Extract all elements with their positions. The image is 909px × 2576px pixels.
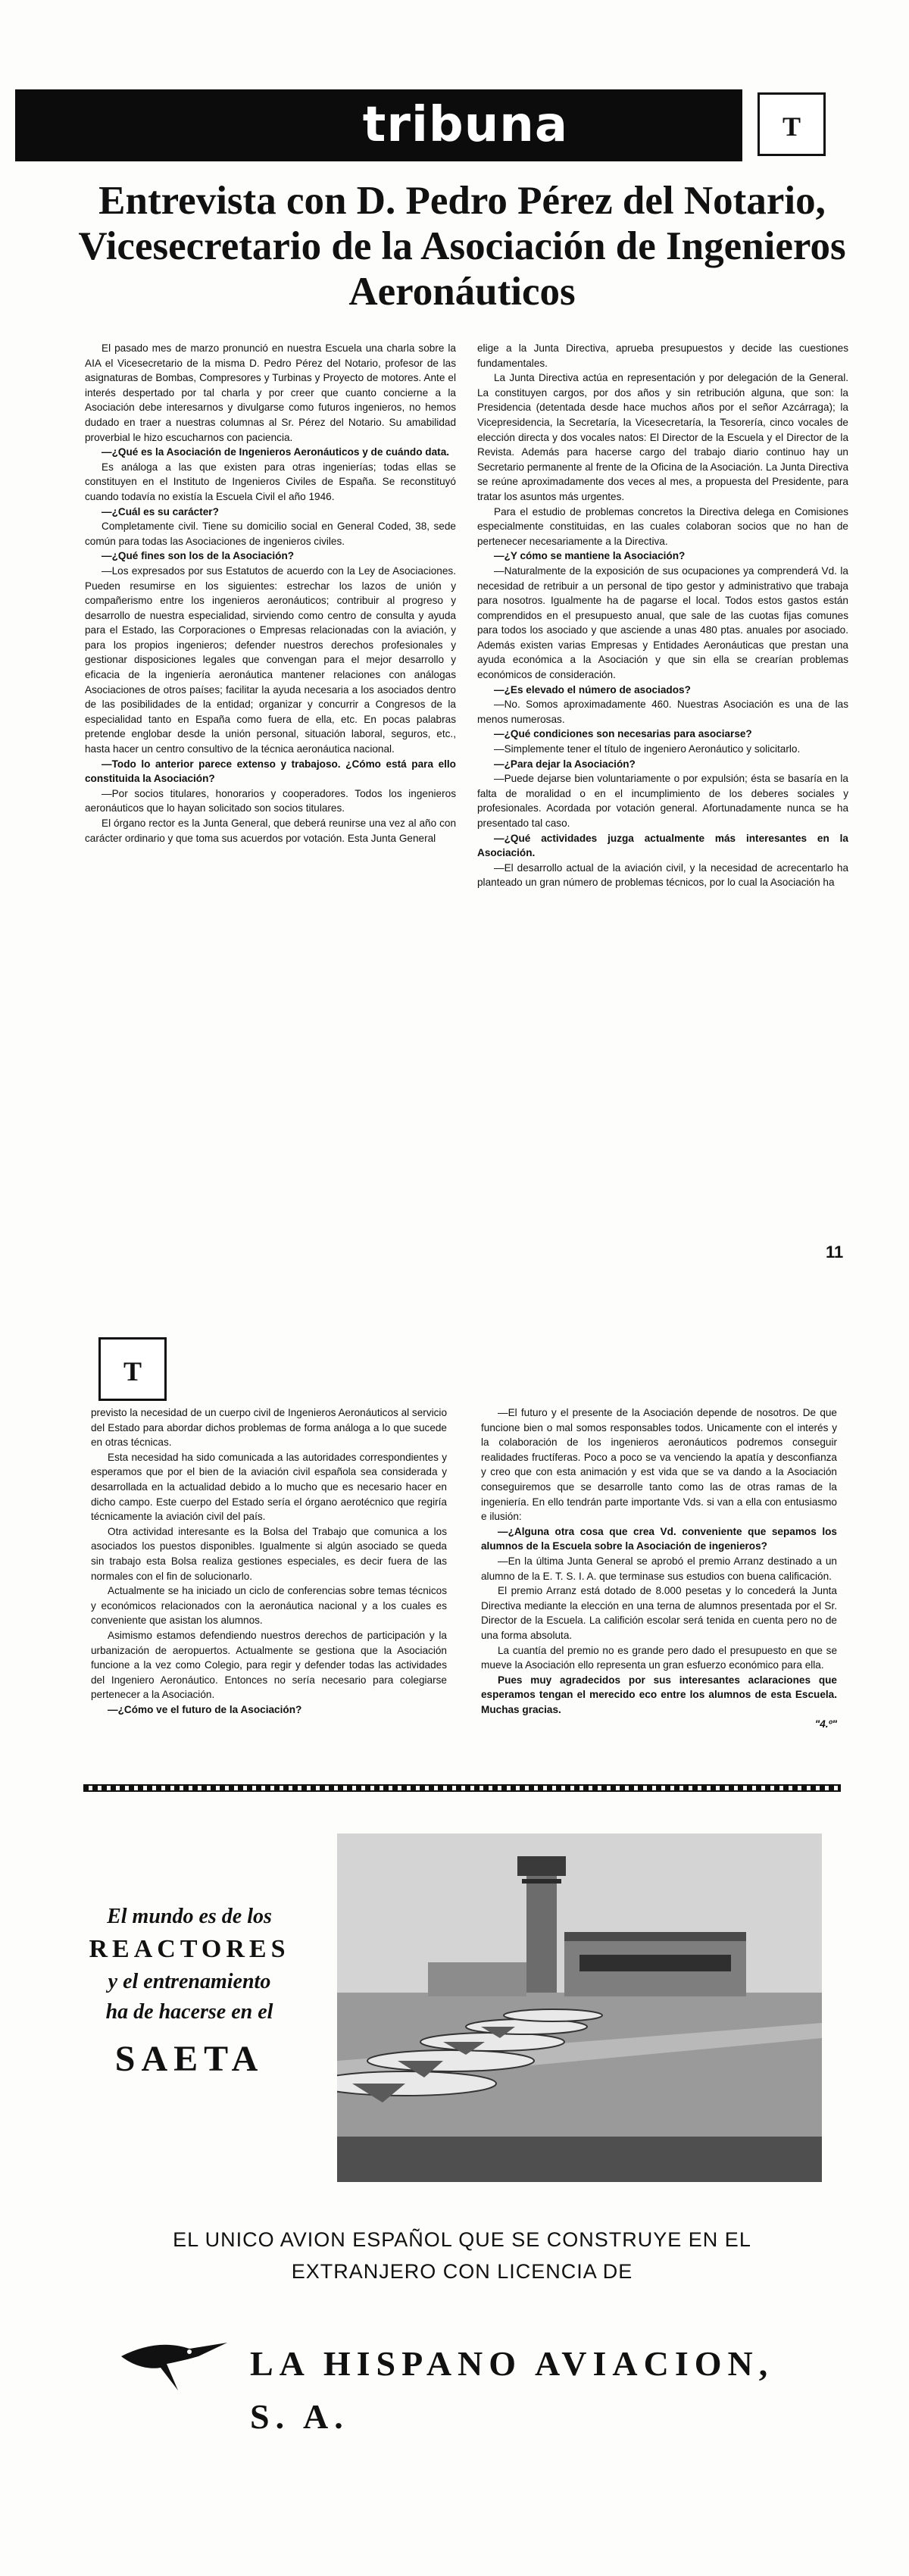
interview-paragraph: —Por socios titulares, honorarios y cooperadores. Todos los ingenieros aeronáuticos que lo hayan solicitado son socios titulares. <box>85 787 456 814</box>
ad-tagline-line-1: EL UNICO AVION ESPAÑOL QUE SE CONSTRUYE EN EL <box>173 2228 751 2251</box>
interview-paragraph: elige a la Junta Directiva, aprueba presupuestos y decide las cuestiones fundamentales. <box>477 342 848 369</box>
interview-paragraph: —El desarrollo actual de la aviación civil, y la necesidad de acrecentarlo ha planteado un gran número de problemas técnicos, por lo cual la Asociación ha <box>477 861 848 889</box>
interview-question: —¿Cómo ve el futuro de la Asociación? <box>108 1703 302 1715</box>
section-letter-box-2: T <box>98 1337 167 1401</box>
article-column-4 <box>481 1405 837 1732</box>
bird-emblem-icon <box>114 2326 235 2402</box>
article-column-3 <box>91 1405 447 1717</box>
article-column-1 <box>85 341 456 846</box>
interview-paragraph: La Junta Directiva actúa en representación y por delegación de la General. La constituyen cargos, por dos años y sin retribución alguna, que son: la Presidencia (detentada desde hace muchos años por el señor Azcárraga); la Vicepresidencia, la Secretaría, la Vicesecretaría, la Tesorería, cinco vocales de elección directa y dos vocales natos: El Director de la Escuela y el Director de la Revista. Además para hacerse cargo del trabajo diario continuo hay un Secretario permanente al frente de la Oficina de la Asociación. La Junta Directiva se reúne aproximadamente dos veces al mes, a propuesta del Presidente, para tratar los asuntos más urgentes. <box>477 372 848 502</box>
ad-tagline-line-2: EXTRANJERO CON LICENCIA DE <box>291 2260 633 2283</box>
interview-question: —¿Alguna otra cosa que crea Vd. conveniente que sepamos los alumnos de la Escuela sobre la Asociación de ingenieros? <box>481 1525 837 1552</box>
company-logo <box>114 2326 235 2402</box>
author-signature: "4.º" <box>814 1718 837 1730</box>
interview-paragraph: —El futuro y el presente de la Asociación depende de nosotros. De que funcione bien o mal somos responsables todos. Unicamente con el interés y la colaboración de los ingenieros aeronáuticos podremos conseguir realidades fructíferas. Poco a poco se va venciendo la apatía y desconfianza y creo que con esta animación y est vida que se va dando a la Asociación conseguiremos que se desarrolle tanto como las de otras ramas de la ingeniería. En ello tendrán parte importante Vds. si van a ella con entusiasmo e ilusión: <box>481 1407 837 1523</box>
interview-paragraph: Para el estudio de problemas concretos la Directiva delega en Comisiones especialmente constituidas, en las cuales colaboran socios que no han de pertenecer necesariamente a la Directiva. <box>477 505 848 547</box>
interview-paragraph: Esta necesidad ha sido comunicada a las autoridades correspondientes y esperamos que por el bien de la aviación civil española sea considerada y desarrollada en la actualidad debido a lo mucho que es necesario hacer en dicho campo. Este cuerpo del Estado sería el órgano aerotécnico que regiría técnicamente la aviación civil del país. <box>91 1451 447 1523</box>
article-column-2 <box>477 341 848 890</box>
interview-question: —¿Qué actividades juzga actualmente más interesantes en la Asociación. <box>477 832 848 859</box>
company-name: LA HISPANO AVIACION, S. A. <box>250 2344 774 2436</box>
interview-question: —¿Es elevado el número de asociados? <box>494 683 691 696</box>
interview-question: —¿Qué fines son los de la Asociación? <box>102 550 295 562</box>
interview-paragraph: —Simplemente tener el título de ingeniero Aeronáutico y solicitarlo. <box>494 743 801 755</box>
interview-paragraph: —No. Somos aproximadamente 460. Nuestras Asociación es una de las menos numerosas. <box>477 699 848 725</box>
ad-slogan <box>61 1902 318 2085</box>
interview-paragraph: —Naturalmente de la exposición de sus ocupaciones ya comprenderá Vd. la necesidad de retribuir a un personal de tipo gestor y administrativo que trabaja para nosotros. Igualmente ha de pagarse el local. Todos estos gastos están comprendidos en el presupuesto anual, que sale de las cuotas fijas comunes para todos los asociado y que asciende a unas 480 ptas. anuales por asociado. Además existen varias Empresas y Entidades Aeronáuticas que prestan una ayuda económica a la Asociación y que sin ella se crearían problemas económicos de consideración. <box>477 564 848 681</box>
ad-product-name: SAETA <box>114 2039 264 2079</box>
interview-question: —¿Para dejar la Asociación? <box>494 758 636 770</box>
airfield-photo <box>337 1834 822 2182</box>
section-letter-box: T <box>758 92 826 156</box>
interview-question: —Todo lo anterior parece extenso y trabajoso. ¿Cómo está para ello constituida la Asociación? <box>85 758 456 785</box>
page-number: 11 <box>826 1243 844 1261</box>
interview-question: —¿Qué es la Asociación de Ingenieros Aeronáuticos y de cuándo data. <box>102 446 450 458</box>
interview-question: Pues muy agradecidos por sus interesantes aclaraciones que esperamos tengan el merecido eco entre los alumnos de esta Escuela. Muchas gracias. <box>481 1674 837 1715</box>
interview-paragraph: El órgano rector es la Junta General, que deberá reunirse una vez al año con carácter ordinario y que toma sus acuerdos por votación. Esta Junta General <box>85 818 456 844</box>
ornamental-divider <box>83 1784 841 1792</box>
section-banner: tribuna <box>15 89 742 161</box>
interview-paragraph: El pasado mes de marzo pronunció en nuestra Escuela una charla sobre la AIA el Vicesecretario de la misma D. Pedro Pérez del Notario, profesor de las asignaturas de Bombas, Compresores y Turbinas y Proyecto de motores. Ante el interés despertado por tal charla y por creer que cuanto concierne a la Asociación debe interesarnos y divulgarse como futuros ingenieros, no hemos dudado en traer a nuestras columnas al Sr. Pérez del Notario. Su amabilidad proverbial le hizo escucharnos con paciencia. <box>85 342 456 443</box>
interview-paragraph: Otra actividad interesante es la Bolsa del Trabajo que comunica a los asociados los puestos disponibles. Igualmente si algún asociado se queda sin trabajo esta Bolsa realiza gestiones especiales, es decir fuera de las normales con el fin de solucionarlo. <box>91 1525 447 1582</box>
article-headline: Entrevista con D. Pedro Pérez del Notario, Vicesecretario de la Asociación de Ingenieros Aeronáuticos <box>78 179 846 314</box>
interview-paragraph: Completamente civil. Tiene su domicilio social en General Coded, 38, sede común para todas las Asociaciones de ingenieros civiles. <box>85 521 456 547</box>
interview-question: —¿Y cómo se mantiene la Asociación? <box>494 550 686 562</box>
ad-slogan-line-2: REACTORES <box>89 1935 290 1963</box>
ad-slogan-line-3: y el entrenamiento <box>108 1970 271 1993</box>
interview-question: —¿Cuál es su carácter? <box>102 505 219 517</box>
ad-tagline <box>83 2224 841 2287</box>
ad-slogan-line-1: El mundo es de los <box>107 1905 272 1928</box>
ad-slogan-line-4: ha de hacerse en el <box>105 2000 273 2024</box>
interview-question: —¿Qué condiciones son necesarias para asociarse? <box>494 728 752 740</box>
interview-paragraph: La cuantía del premio no es grande pero dado el presupuesto en que se mueve la Asociación ello representa un gran esfuerzo económico para ella. <box>481 1644 837 1671</box>
airfield-illustration <box>337 1834 822 2182</box>
interview-paragraph: —Los expresados por sus Estatutos de acuerdo con la Ley de Asociaciones. Pueden resumirse en los siguientes: estrechar los lazos de unión y compañerismo entre los ingenieros aeronáuticos; contribuir al progreso y desarrollo de nuestra especialidad, sirviendo como centro de consulta y ayuda para el Estado, las Corporaciones o Empresas relacionadas con la aviación, y para los propios ingenieros; defender nuestros derechos profesionales y gestionar disposiciones legales que convengan para el mejor desarrollo y eficacia de la ingeniería aeronáutica mantener relaciones con análogas Asociaciones de otros países; facilitar la ayuda necesaria a los asociados dentro de las posibilidades de la entidad; organizar y concurrir a Congresos de la especialidad tanto en España como fuera de ella, etc. En pocas palabras pretende englobar desde la unión personal, situación laboral, seguros, etc., hasta hacer un centro consultivo de la técnica aeronáutica nacional. <box>85 564 456 755</box>
interview-paragraph: Es análoga a las que existen para otras ingenierías; todas ellas se constituyen en el Instituto de Ingenieros Civiles de España. Se reconstituyó cuando todavía no existía la Escuela Civil el año 1946. <box>85 461 456 502</box>
interview-paragraph: —En la última Junta General se aprobó el premio Arranz destinado a un alumno de la E. T. S. I. A. que terminase sus estudios con buena calificación. <box>481 1555 837 1582</box>
interview-paragraph: Asimismo estamos defendiendo nuestros derechos de participación y la urbanización de aeropuertos. Actualmente se gestiona que la Asociación funcione a la vez como Colegio, para regir y defender todas las actividades del Ingeniero Aeronáutico. Entonces no sería necesario para colegiarse pertenecer a la Asociación. <box>91 1629 447 1701</box>
interview-paragraph: El premio Arranz está dotado de 8.000 pesetas y lo concederá la Junta Directiva mediante la elección en una terna de alumnos presentada por el Sr. Director de la Escuela. La califición escolar será tenida en cuenta pero no de una forma absoluta. <box>481 1585 837 1641</box>
interview-paragraph: Actualmente se ha iniciado un ciclo de conferencias sobre temas técnicos y económicos relacionados con la aeronáutica nacional y a los cuales es conveniente que asistan los alumnos. <box>91 1585 447 1627</box>
interview-paragraph: previsto la necesidad de un cuerpo civil de Ingenieros Aeronáuticos al servicio del Estado para abordar dichos problemas de forma análoga a lo que sucede en otras técnicas. <box>91 1407 448 1449</box>
interview-paragraph: —Puede dejarse bien voluntariamente o por expulsión; ésta se basaría en la falta de moralidad o en el incumplimiento de los deberes sociales y profesionales. Acordada por votación general. Afortunadamente nunca se ha presentado tal caso. <box>477 773 848 829</box>
